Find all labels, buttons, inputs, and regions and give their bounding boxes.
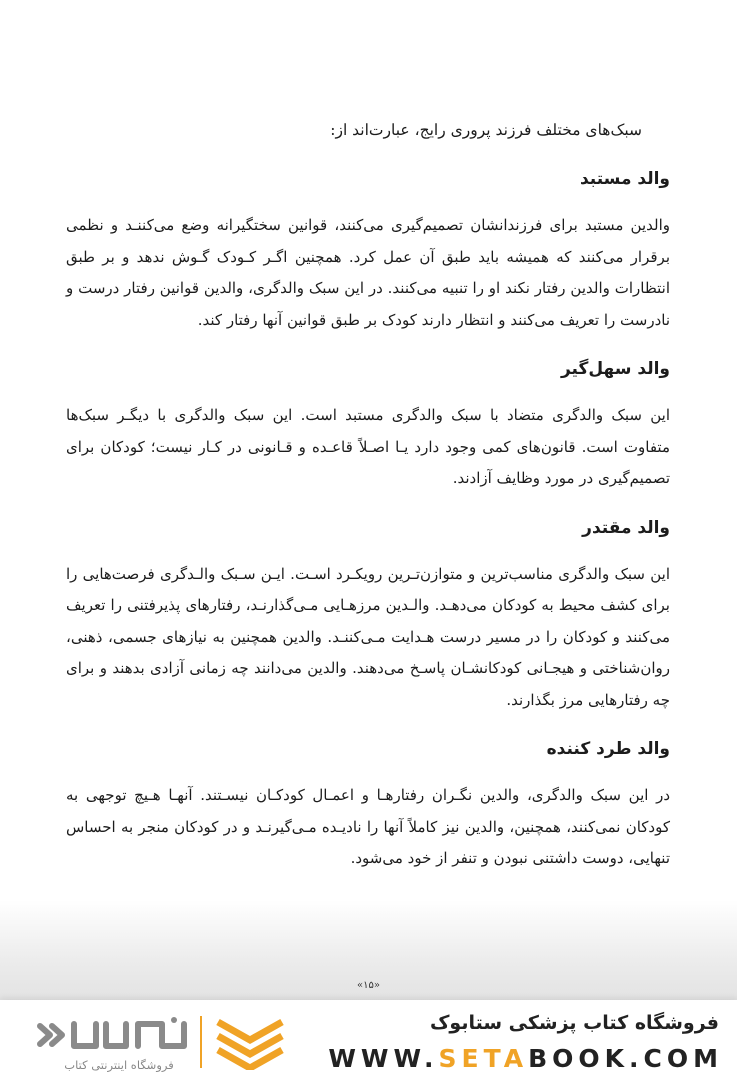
setabook-wordmark-icon xyxy=(34,1016,194,1054)
section-heading: والد سهل‌گیر xyxy=(560,359,670,379)
shop-url-link[interactable] xyxy=(328,1044,723,1073)
page-content xyxy=(66,120,670,897)
shop-title: فروشگاه کتاب پزشکی ستابوک xyxy=(429,1012,719,1034)
page-number: «۱۵» xyxy=(357,980,380,991)
url-suffix: .COM xyxy=(629,1044,723,1073)
section-heading: والد مقتدر xyxy=(582,517,670,538)
section-paragraph: در این سبک والدگری، والدین نگـران رفتارهـا و اعمـال کودکـان نیسـتند. آنهـا هـیچ توجهی به کودکان نمی‌کنند، همچنین، والدین نیز کاملاً آنها را نادیـده مـی‌گیرنـد و در کودکان منجر به احساس تنهایی، دوست داشتنی نبودن و تنفر از خود می‌شود. xyxy=(66,786,670,867)
section-heading: والد مستبد xyxy=(579,169,670,189)
section-paragraph: والدین مستبد برای فرزندانشان تصمیم‌گیری می‌کنند، قوانین سختگیرانه وضع می‌کننـد و نظمی برقرار می‌کنند که همیشه باید طبق آن عمل کرد. همچنین اگـر کـودک گـوش ندهد و بر طبق انتظارات والدین رفتار نکند او را تنبیه می‌کنند. در این سبک والدگری، والدین قوانین رفتار درست و نادرست را تعریف می‌کنند و انتظار دارند کودک بر طبق قوانین آنها رفتار کند. xyxy=(66,216,670,329)
intro-paragraph: سبک‌های مختلف فرزند پروری رایج، عبارت‌اند از: xyxy=(330,121,642,139)
setabook-chevron-logo-icon xyxy=(212,1016,288,1070)
logo-subtitle: فروشگاه اینترنتی کتاب xyxy=(64,1058,174,1072)
url-book: BOOK xyxy=(528,1044,630,1073)
section-heading: والد طرد کننده xyxy=(546,739,670,759)
url-prefix: WWW. xyxy=(328,1044,439,1073)
section-paragraph: این سبک والدگری مناسب‌ترین و متوازن‌تـرین رویکـرد اسـت. ایـن سـبک والـدگری فرصت‌هایی را برای کشف محیط به کودکان می‌دهـد. والـدین مرزهـایی مـی‌گذارنـد، رفتارهای پذیرفتنی را تعریف می‌کنند و کودکان را در مسیر درست هـدایت مـی‌کننـد. والدین همچنین به نیازهای جسمی، ذهنی، روان‌شناختی و هیجـانی کودکانشـان پاسـخ می‌دهند. والدین می‌دانند چه زمانی آزادی بدهند و برای چه رفتارهایی مرز بگذارند. xyxy=(66,564,670,709)
url-seta: SETA xyxy=(438,1044,529,1073)
section-paragraph: این سبک والدگری متضاد با سبک والدگری مستبد است. این سبک والدگری با دیگـر سبک‌ها متفاوت است. قانون‌های کمی وجود دارد یـا اصـلاً قاعـده و قـانونی در کـار نیست؛ کودکان برای تصمیم‌گیری در مورد وظایف آزادند. xyxy=(66,406,670,487)
logo-divider xyxy=(200,1016,202,1068)
store-footer-banner xyxy=(0,1000,737,1080)
